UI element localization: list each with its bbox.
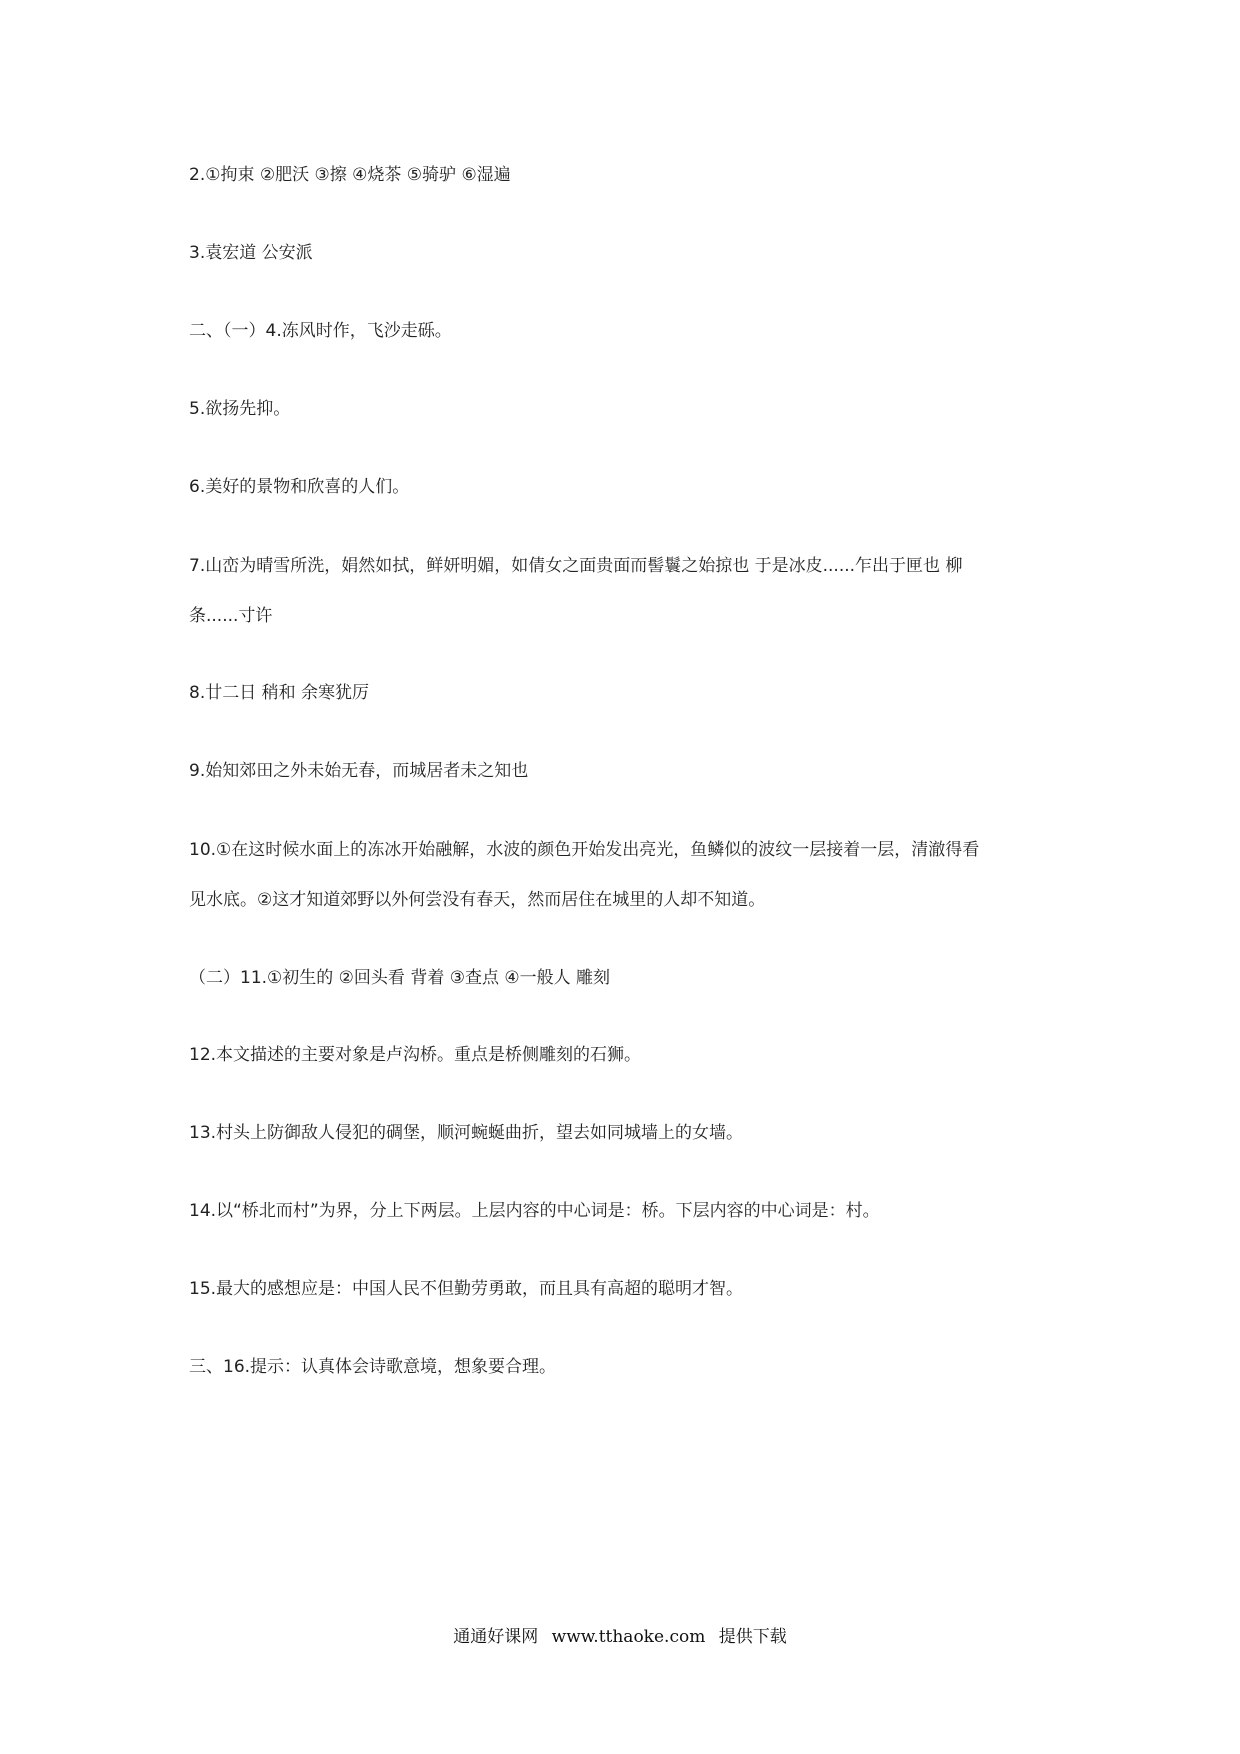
answer-2: 2.①拘束 ②肥沃 ③擦 ④烧茶 ⑤骑驴 ⑥湿遍	[189, 165, 511, 185]
answer-11: （二）11.①初生的 ②回头看 背着 ③查点 ④一般人 雕刻	[189, 968, 611, 988]
answer-4: 二、（一）4.冻风时作，飞沙走砾。	[189, 321, 452, 341]
answer-9: 9.始知郊田之外未始无春，而城居者未之知也	[189, 761, 529, 781]
answer-10-line-1: 10.①在这时候水面上的冻冰开始融解，水波的颜色开始发出亮光，鱼鳞似的波纹一层接着一层，清澈得看	[189, 840, 980, 860]
footer-suffix: 提供下载	[718, 1627, 787, 1647]
answer-12: 12.本文描述的主要对象是卢沟桥。重点是桥侧雕刻的石狮。	[189, 1045, 642, 1065]
answer-13: 13.村头上防御敌人侵犯的碉堡，顺河蜿蜒曲折，望去如同城墙上的女墙。	[189, 1123, 744, 1143]
answer-6: 6.美好的景物和欣喜的人们。	[189, 477, 410, 497]
answer-10-line-2: 见水底。②这才知道郊野以外何尝没有春天，然而居住在城里的人却不知道。	[189, 890, 766, 910]
answer-8: 8.廿二日 稍和 余寒犹厉	[189, 683, 370, 703]
footer-url[interactable]: www.tthaoke.com	[551, 1627, 706, 1647]
answer-7-line-1: 7.山峦为晴雪所洗，娟然如拭，鲜妍明媚，如倩女之面贵面而髻鬟之始掠也 于是冰皮......乍出于匣也 柳	[189, 556, 963, 576]
answer-5: 5.欲扬先抑。	[189, 399, 291, 419]
page-footer	[0, 1625, 1240, 1649]
answer-16: 三、16.提示：认真体会诗歌意境，想象要合理。	[189, 1357, 557, 1377]
footer-site-name: 通通好课网	[453, 1627, 539, 1647]
answer-7-line-2: 条......寸许	[189, 606, 273, 626]
answer-14: 14.以“桥北而村”为界，分上下两层。上层内容的中心词是：桥。下层内容的中心词是：村。	[189, 1201, 880, 1221]
answer-3: 3.袁宏道 公安派	[189, 243, 313, 263]
answer-15: 15.最大的感想应是：中国人民不但勤劳勇敢，而且具有高超的聪明才智。	[189, 1279, 744, 1299]
